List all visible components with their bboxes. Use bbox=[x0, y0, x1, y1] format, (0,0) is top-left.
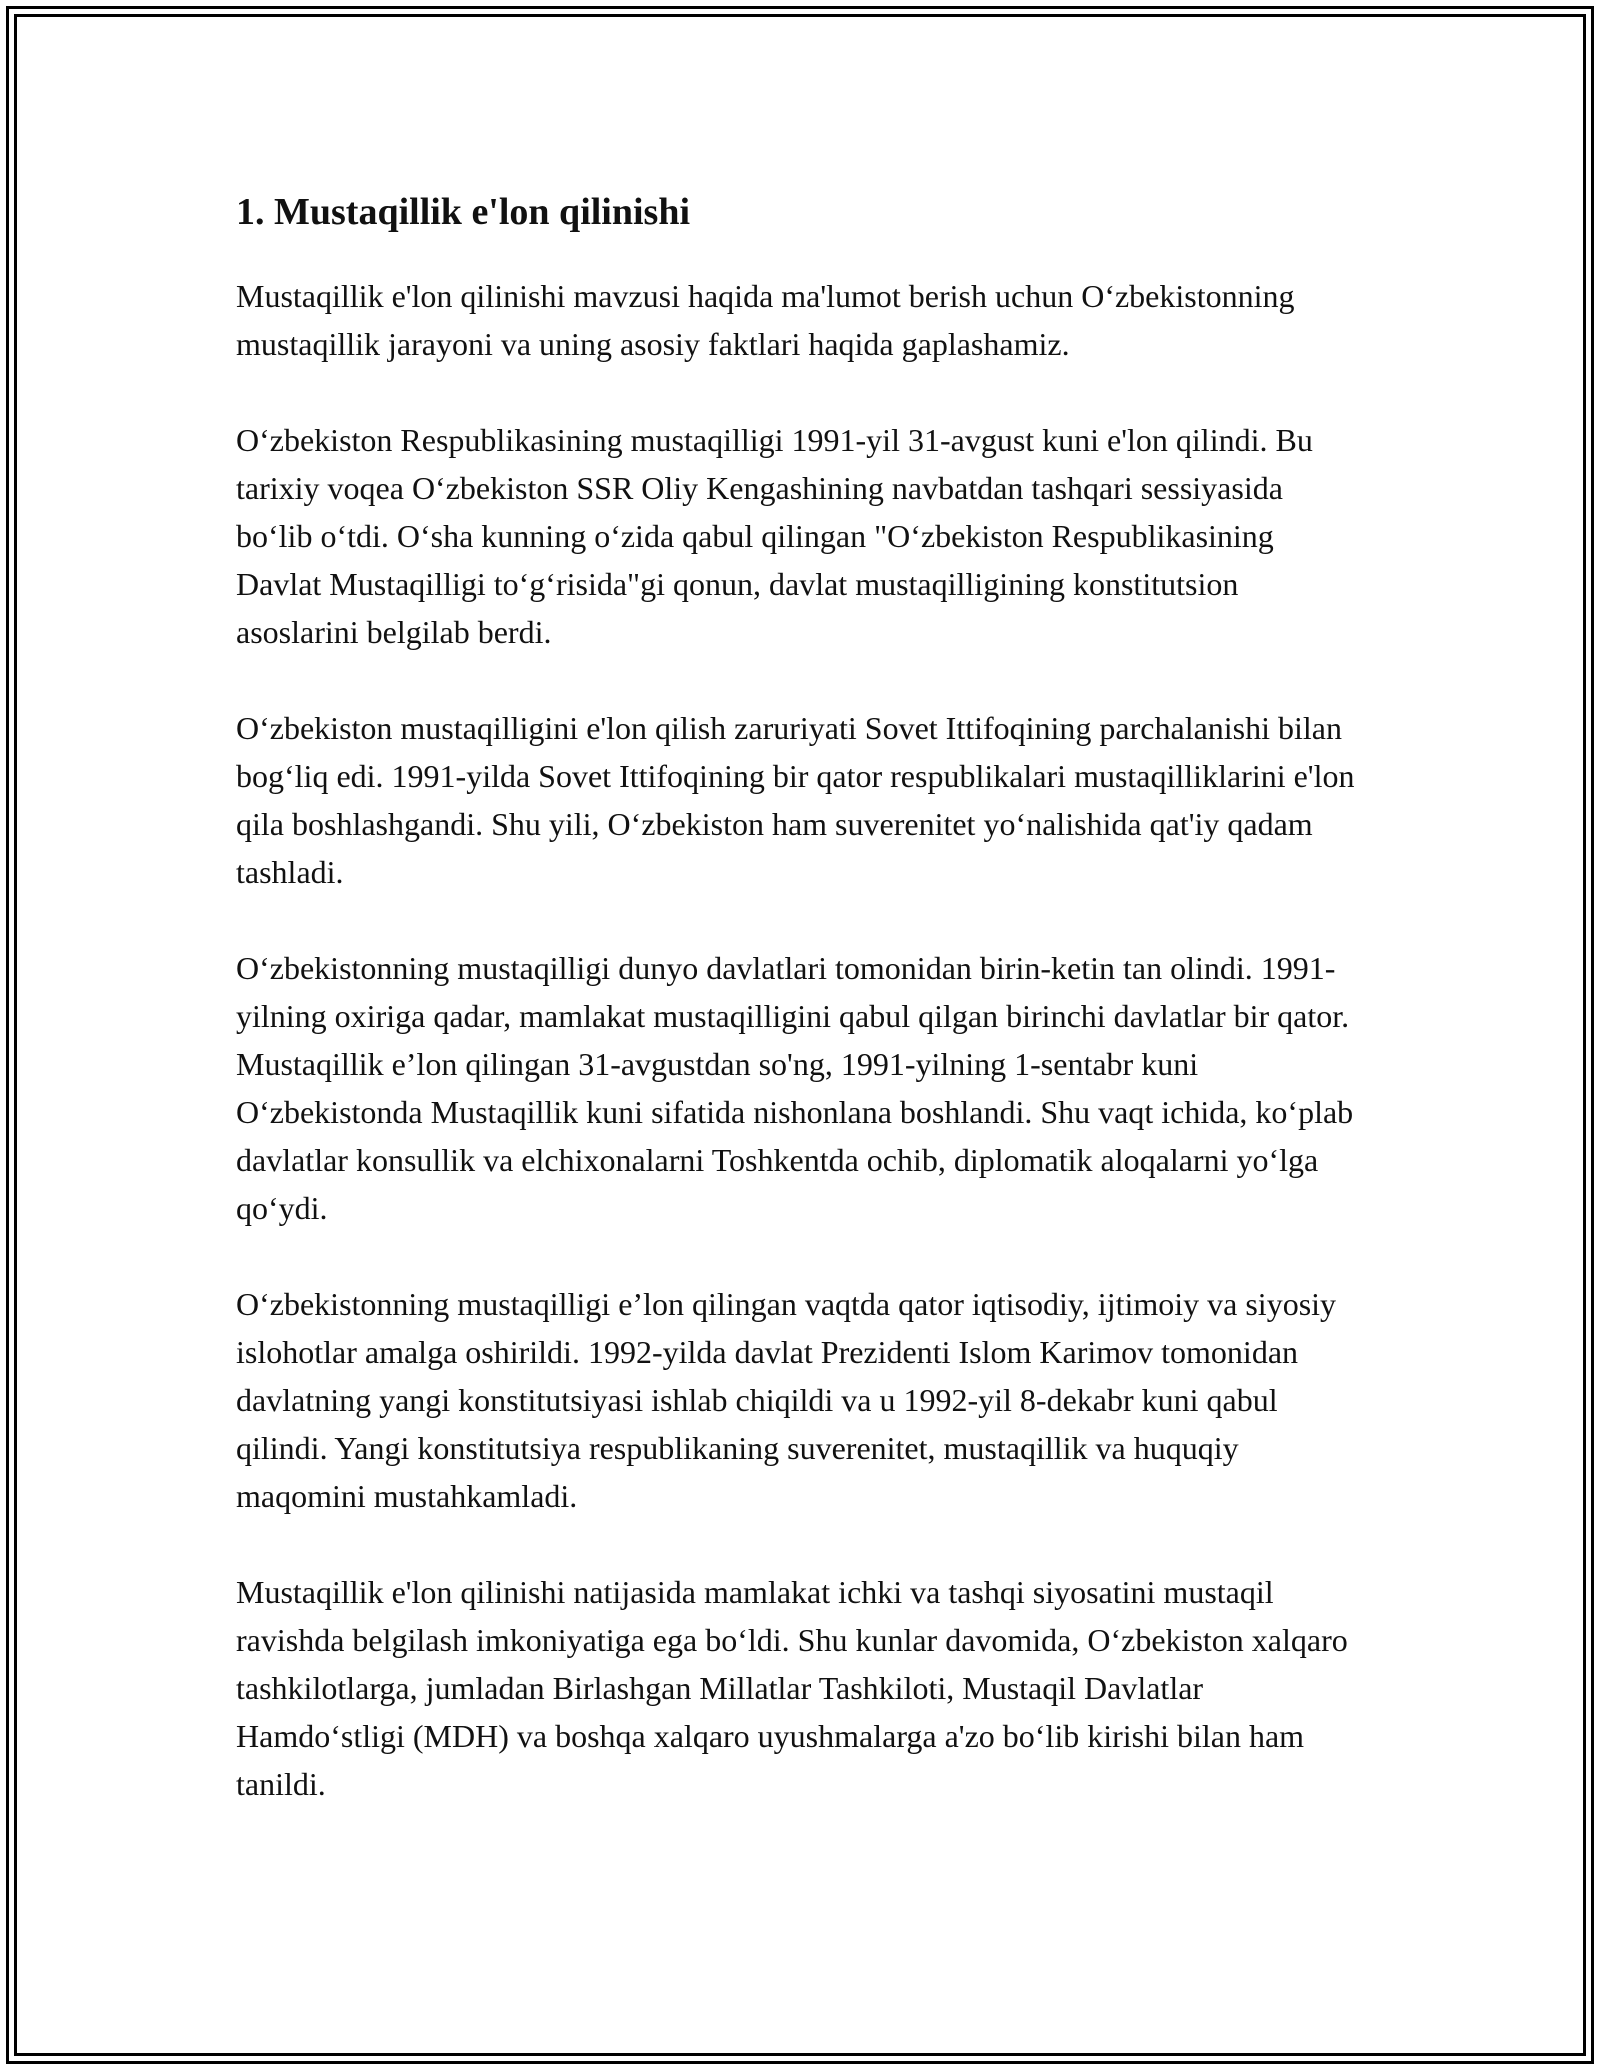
document-body bbox=[236, 188, 1366, 1856]
paragraph-intro: Mustaqillik e'lon qilinishi mavzusi haqida ma'lumot berish uchun O‘zbekistonning mustaqillik jarayoni va uning asosiy faktlari haqida gaplashamiz. bbox=[236, 278, 1295, 362]
paragraph-recognition: O‘zbekistonning mustaqilligi dunyo davlatlari tomonidan birin-ketin tan olindi. 1991-yilning oxiriga qadar, mamlakat mustaqilligini qabul qilgan birinchi davlatlar bir qator. Mustaqillik e’lon qilingan 31-avgustdan so'ng, 1991-yilning 1-sentabr kuni O‘zbekistonda Mustaqillik kuni sifatida nishonlana boshlandi. Shu vaqt ichida, ko‘plab davlatlar konsullik va elchixonalarni Toshkentda ochib, diplomatik aloqalarni yo‘lga qo‘ydi. bbox=[236, 950, 1354, 1226]
paragraph-declaration: O‘zbekiston Respublikasining mustaqilligi 1991-yil 31-avgust kuni e'lon qilindi. Bu tarixiy voqea O‘zbekiston SSR Oliy Kengashining navbatdan tashqari sessiyasida bo‘lib o‘tdi. O‘sha kunning o‘zida qabul qilingan "O‘zbekiston Respublikasining Davlat Mustaqilligi to‘g‘risida"gi qonun, davlat mustaqilligining konstitutsion asoslarini belgilab berdi. bbox=[236, 422, 1313, 650]
section-heading: 1. Mustaqillik e'lon qilinishi bbox=[236, 191, 691, 233]
paragraph-reforms: O‘zbekistonning mustaqilligi e’lon qilingan vaqtda qator iqtisodiy, ijtimoiy va siyosiy islohotlar amalga oshirildi. 1992-yilda davlat Prezidenti Islom Karimov tomonidan davlatning yangi konstitutsiyasi ishlab chiqildi va u 1992-yil 8-dekabr kuni qabul qilindi. Yangi konstitutsiya respublikaning suverenitet, mustaqillik va huquqiy maqomini mustahkamladi. bbox=[236, 1286, 1337, 1514]
paragraph-international: Mustaqillik e'lon qilinishi natijasida mamlakat ichki va tashqi siyosatini mustaqil ravishda belgilash imkoniyatiga ega bo‘ldi. Shu kunlar davomida, O‘zbekiston xalqaro tashkilotlarga, jumladan Birlashgan Millatlar Tashkiloti, Mustaqil Davlatlar Hamdo‘stligi (MDH) va boshqa xalqaro uyushmalarga a'zo bo‘lib kirishi bilan ham tanildi. bbox=[236, 1574, 1348, 1802]
paragraph-soviet-collapse: O‘zbekiston mustaqilligini e'lon qilish zaruriyati Sovet Ittifoqining parchalanishi bilan bog‘liq edi. 1991-yilda Sovet Ittifoqining bir qator respublikalari mustaqilliklarini e'lon qila boshlashgandi. Shu yili, O‘zbekiston ham suverenitet yo‘nalishida qat'iy qadam tashladi. bbox=[236, 710, 1355, 890]
